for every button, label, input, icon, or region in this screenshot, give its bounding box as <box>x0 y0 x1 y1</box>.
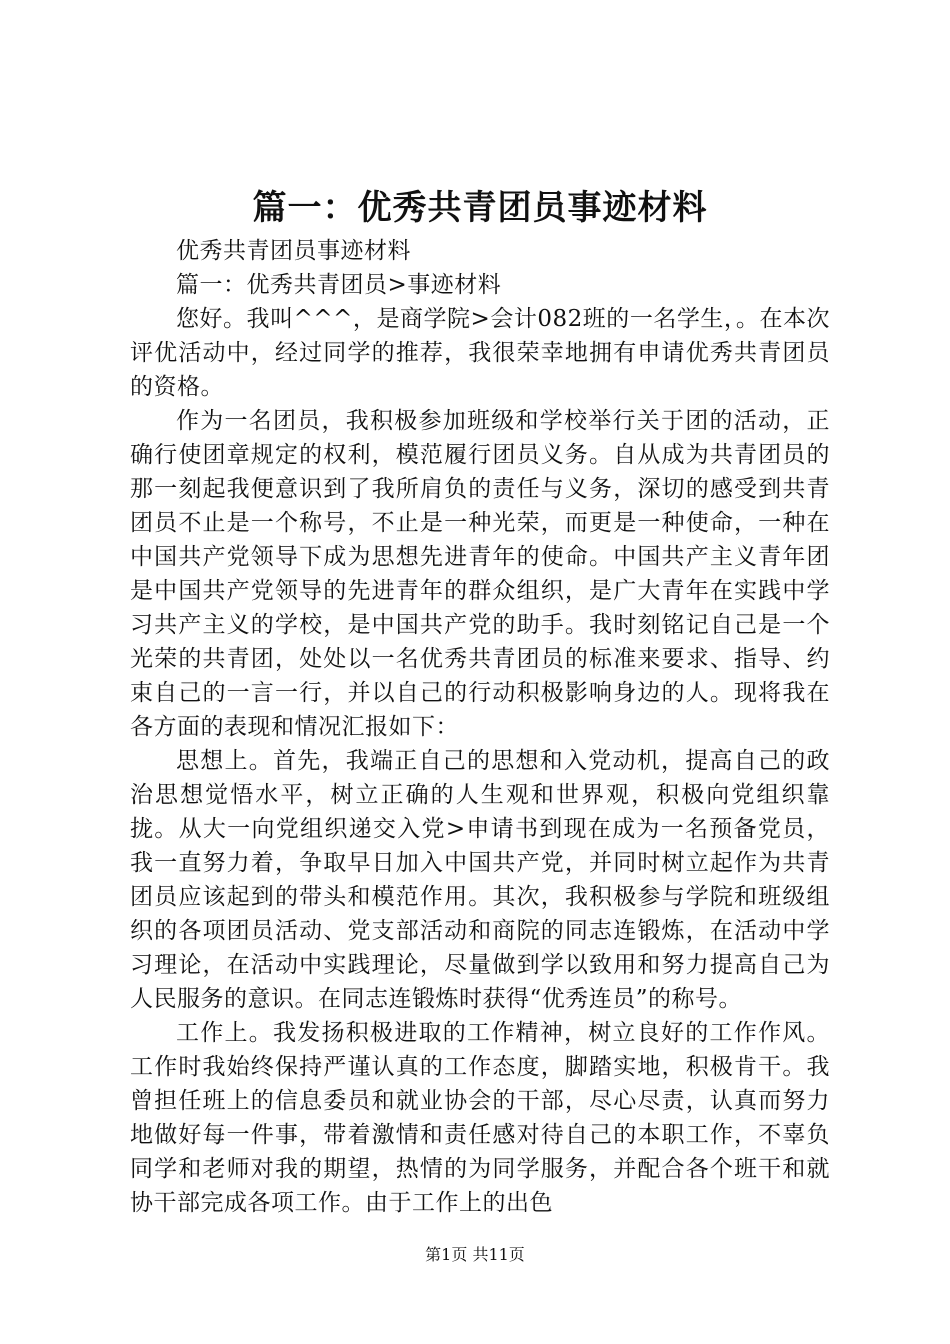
document-body <box>130 234 830 1220</box>
paragraph-thought: 思想上。首先，我端正自己的思想和入党动机，提高自己的政治思想觉悟水平，树立正确的人生观和世界观，积极向党组织靠拢。从大一向党组织递交入党>申请书到现在成为一名预备党员，我一直努力着，争取早日加入中国共产党，并同时树立起作为共青团员应该起到的带头和模范作用。其次，我积极参与学院和班级组织的各项团员活动、党支部活动和商院的同志连锻炼，在活动中学习理论，在活动中实践理论，尽量做到学以致用和努力提高自己为人民服务的意识。在同志连锻炼时获得“优秀连员”的称号。 <box>130 748 830 1012</box>
paragraph-heading: 篇一：优秀共青团员>事迹材料 <box>176 272 502 298</box>
paragraph-intro: 您好。我叫^^^，是商学院>会计082班的一名学生，。在本次评优活动中，经过同学的推荐，我很荣幸地拥有申请优秀共青团员的资格。 <box>130 306 830 400</box>
page-number-footer: 第1页 共11页 <box>425 1245 525 1264</box>
document-title: 篇一：优秀共青团员事迹材料 <box>252 188 708 228</box>
paragraph-member-role: 作为一名团员，我积极参加班级和学校举行关于团的活动，正确行使团章规定的权利，模范履行团员义务。自从成为共青团员的那一刻起我便意识到了我所肩负的责任与义务，深切的感受到共青团员不止是一个称号，不止是一种光荣，而更是一种使命，一种在中国共产党领导下成为思想先进青年的使命。中国共产主义青年团是中国共产党领导的先进青年的群众组织，是广大青年在实践中学习共产主义的学校，是中国共产党的助手。我时刻铭记自己是一个光荣的共青团，处处以一名优秀共青团员的标准来要求、指导、约束自己的一言一行，并以自己的行动积极影响身边的人。现将我在各方面的表现和情况汇报如下： <box>130 408 830 740</box>
paragraph-subtitle: 优秀共青团员事迹材料 <box>176 238 411 264</box>
paragraph-work: 工作上。我发扬积极进取的工作精神，树立良好的工作作风。工作时我始终保持严谨认真的工作态度，脚踏实地，积极肯干。我曾担任班上的信息委员和就业协会的干部，尽心尽责，认真而努力地做好每一件事，带着激情和责任感对待自己的本职工作，不辜负同学和老师对我的期望，热情的为同学服务，并配合各个班干和就协干部完成各项工作。由于工作上的出色 <box>130 1020 830 1216</box>
